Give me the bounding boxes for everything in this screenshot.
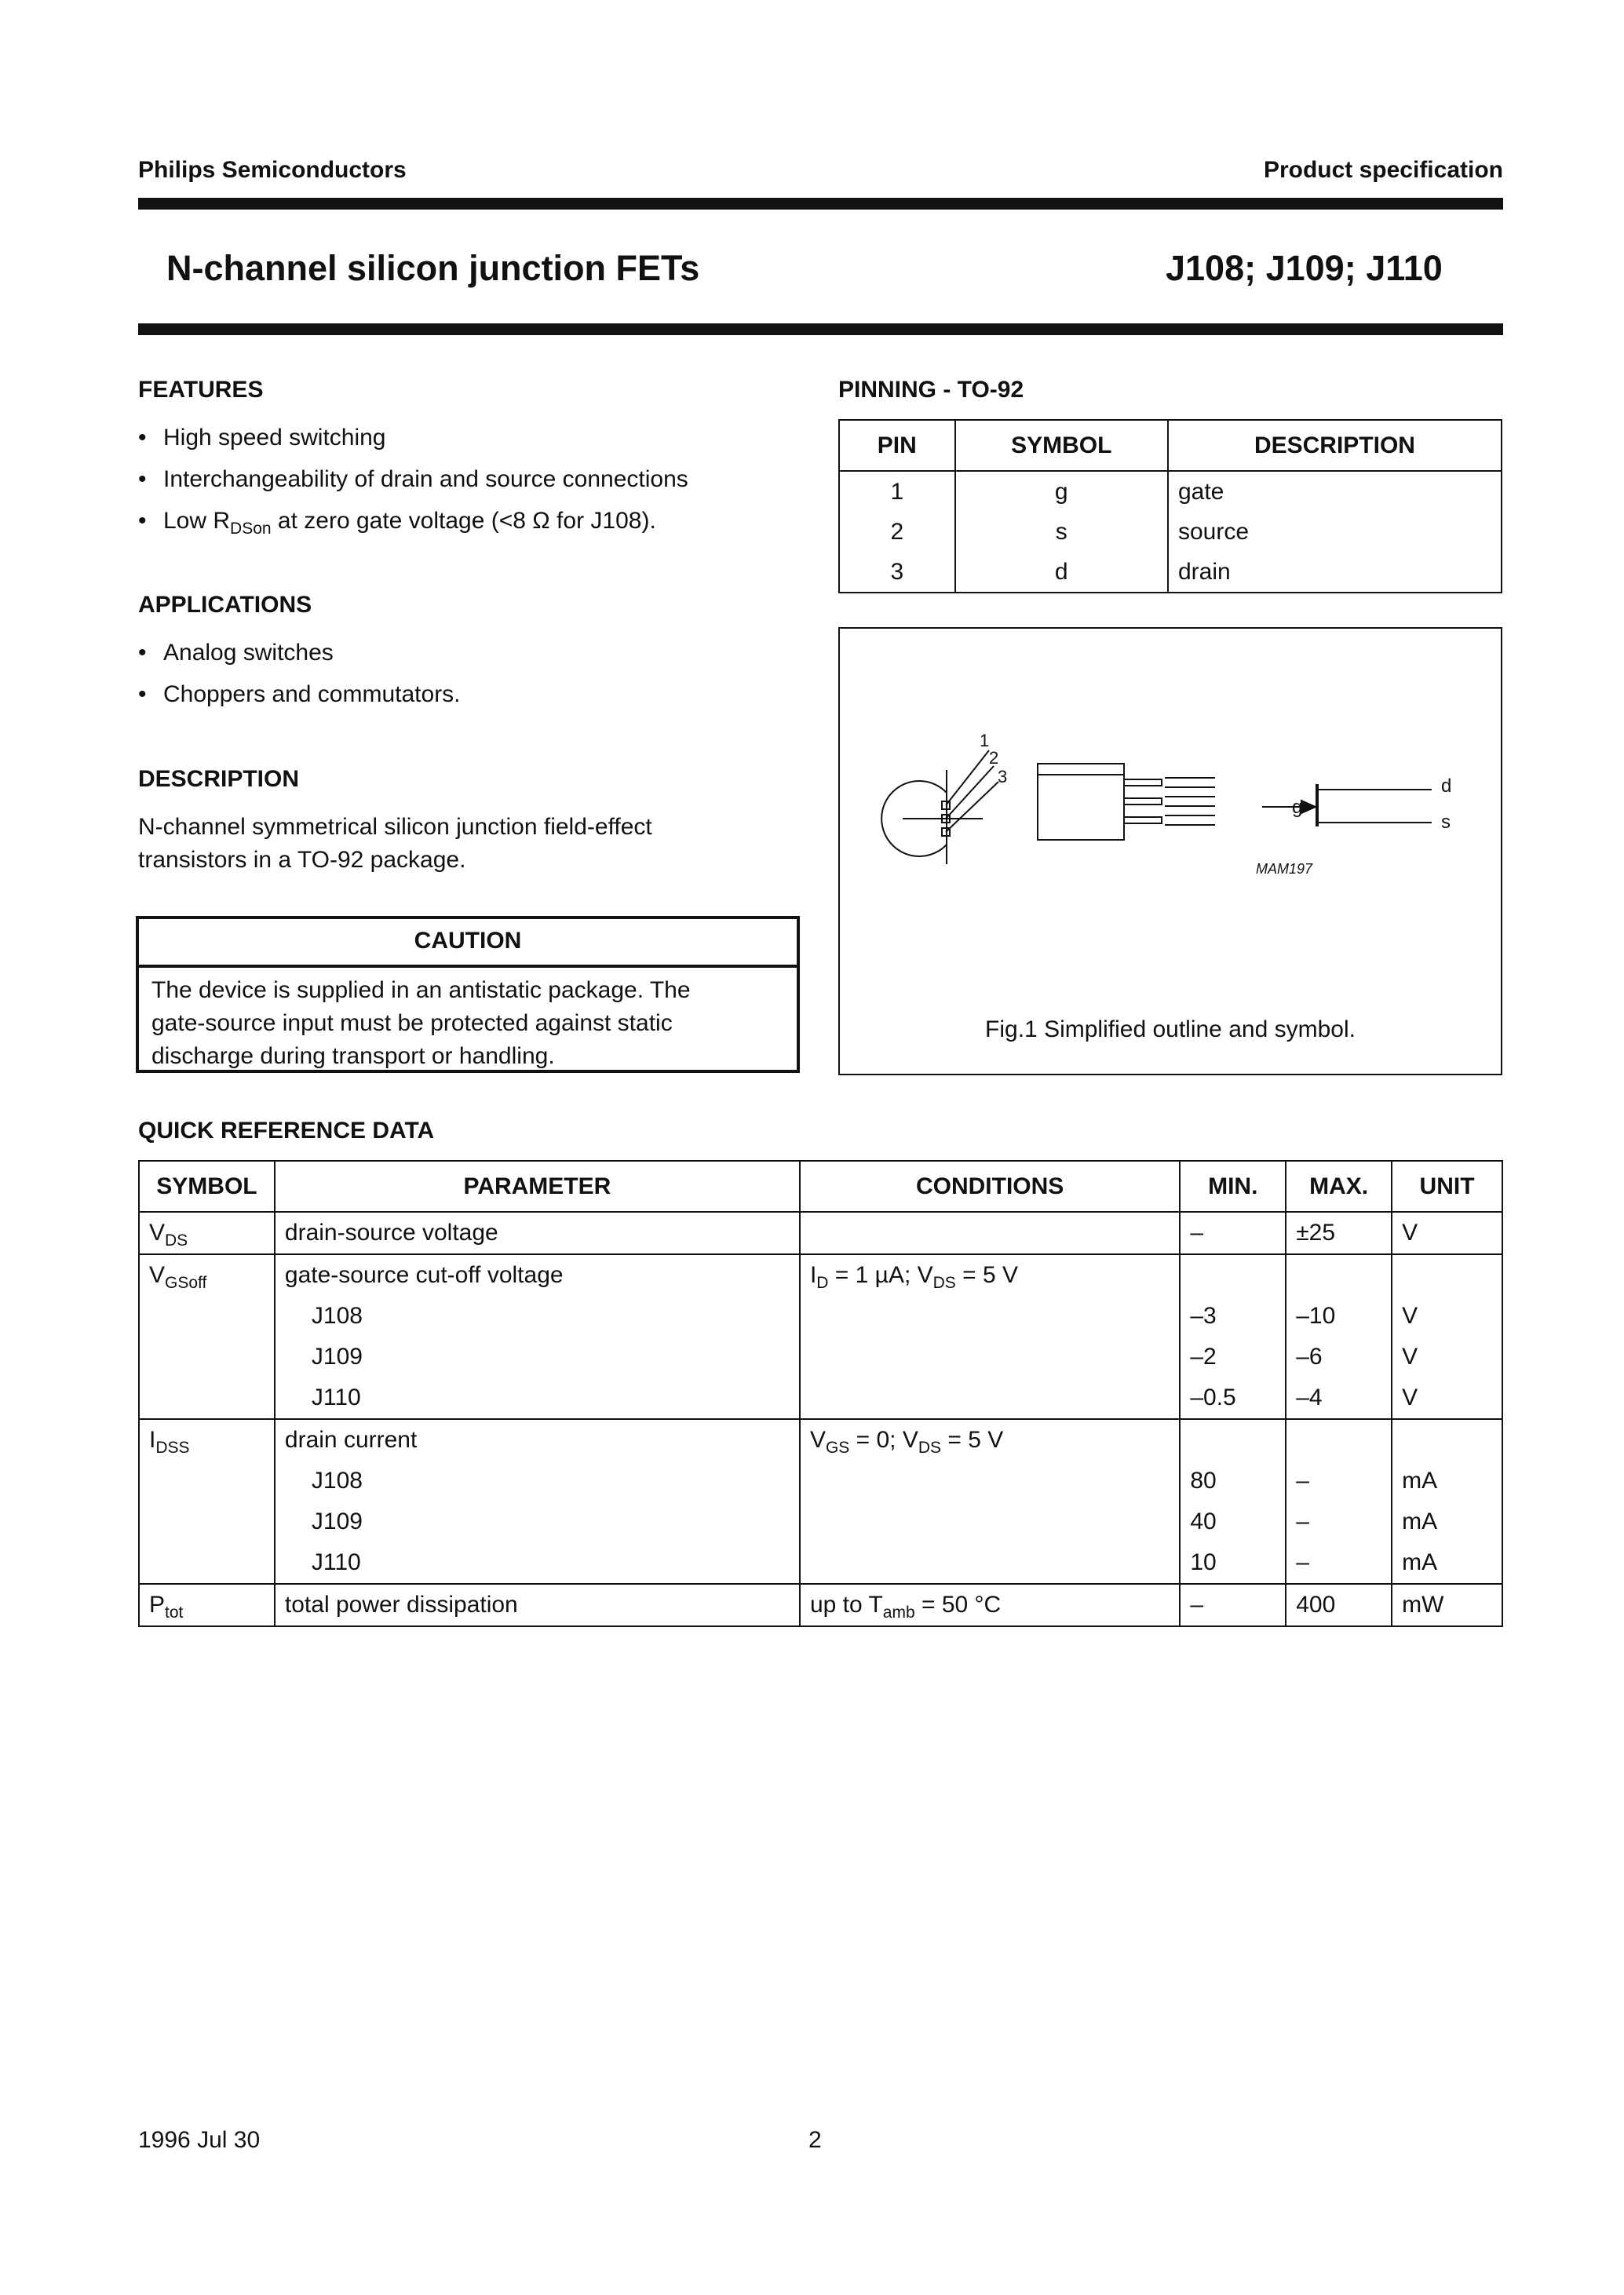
unit-cell: mW <box>1392 1584 1502 1626</box>
col-unit: UNIT <box>1392 1161 1502 1212</box>
max-cell: –4 <box>1286 1377 1392 1419</box>
to92-side-view <box>1038 764 1215 840</box>
conditions-cell <box>800 1337 1180 1377</box>
symbol-sub: DS <box>165 1231 188 1250</box>
caution-line: The device is supplied in an antistatic package. The <box>151 977 691 1003</box>
conditions-cell <box>800 1461 1180 1501</box>
caution-text <box>139 968 797 1079</box>
symbol-sub: tot <box>165 1604 184 1622</box>
table-row <box>139 1542 1502 1584</box>
description-heading: DESCRIPTION <box>138 766 300 792</box>
table-row <box>139 1419 1502 1461</box>
symbol-cell <box>139 1254 275 1296</box>
unit-cell <box>1392 1419 1502 1461</box>
table-row <box>139 1584 1502 1626</box>
col-description: DESCRIPTION <box>1168 420 1502 471</box>
table-row <box>139 1296 1502 1337</box>
max-cell: – <box>1286 1542 1392 1584</box>
min-cell: –2 <box>1180 1337 1286 1377</box>
figure-caption: Fig.1 Simplified outline and symbol. <box>985 1016 1356 1042</box>
symbol-cell <box>139 1296 275 1337</box>
col-symbol: SYMBOL <box>139 1161 275 1212</box>
application-item: • Analog switches <box>138 632 797 673</box>
header-rule <box>138 198 1503 210</box>
cond-sub: D <box>816 1274 829 1292</box>
symbol-main: V <box>149 1220 166 1246</box>
symbol-main: P <box>149 1592 166 1618</box>
unit-cell <box>1392 1254 1502 1296</box>
min-cell <box>1180 1254 1286 1296</box>
table-row <box>139 1501 1502 1542</box>
cond-part: up to T <box>809 1592 883 1618</box>
pin-symbol: s <box>955 512 1168 552</box>
description-line: transistors in a TO-92 package. <box>138 847 466 873</box>
table-row <box>139 1377 1502 1419</box>
pin-label-2: 2 <box>989 748 999 768</box>
drain-label: d <box>1441 775 1452 797</box>
table-row <box>839 552 1502 593</box>
pin-label-3: 3 <box>998 767 1008 786</box>
features-heading: FEATURES <box>138 377 264 403</box>
pinning-table <box>838 419 1502 593</box>
max-cell: – <box>1286 1501 1392 1542</box>
title-rule <box>138 323 1503 335</box>
rdson-sub: DSon <box>230 520 272 538</box>
cond-sub: DS <box>932 1274 956 1292</box>
pinning-heading: PINNING - TO-92 <box>838 377 1024 403</box>
min-cell: 10 <box>1180 1542 1286 1584</box>
parameter-cell: drain-source voltage <box>275 1212 800 1254</box>
symbol-cell <box>139 1542 275 1584</box>
min-cell: 80 <box>1180 1461 1286 1501</box>
spec-type: Product specification <box>1263 157 1503 183</box>
feature-item: • Interchangeability of drain and source connections <box>138 458 797 500</box>
max-cell <box>1286 1419 1392 1461</box>
footer-date: 1996 Jul 30 <box>138 2127 261 2153</box>
gate-label: g <box>1292 797 1303 818</box>
conditions-cell <box>800 1296 1180 1337</box>
caution-line: gate-source input must be protected against static <box>151 1010 673 1036</box>
cond-sub: amb <box>882 1604 915 1622</box>
conditions-cell <box>800 1542 1180 1584</box>
applications-heading: APPLICATIONS <box>138 592 312 618</box>
pin-label-1: 1 <box>980 731 990 750</box>
pin-number: 1 <box>839 471 955 512</box>
cond-sub: GS <box>825 1439 850 1457</box>
max-cell: – <box>1286 1461 1392 1501</box>
pinning-header-row <box>839 420 1502 471</box>
unit-cell: V <box>1392 1337 1502 1377</box>
applications-list <box>138 632 797 715</box>
company-name: Philips Semiconductors <box>138 157 407 183</box>
description-text <box>138 811 797 877</box>
rdson-prefix: Low R <box>163 508 231 534</box>
cond-part: = 1 µA; V <box>828 1262 933 1288</box>
col-symbol: SYMBOL <box>955 420 1168 471</box>
symbol-cell <box>139 1501 275 1542</box>
symbol-cell <box>139 1212 275 1254</box>
col-pin: PIN <box>839 420 955 471</box>
symbol-cell <box>139 1419 275 1461</box>
symbol-main: V <box>149 1262 166 1288</box>
quick-reference-table <box>138 1160 1503 1627</box>
conditions-cell <box>800 1584 1180 1626</box>
max-cell: –6 <box>1286 1337 1392 1377</box>
symbol-cell <box>139 1461 275 1501</box>
feature-item <box>138 500 797 542</box>
conditions-cell <box>800 1501 1180 1542</box>
pin-description: gate <box>1168 471 1502 512</box>
cond-part: = 0; V <box>849 1427 918 1453</box>
col-parameter: PARAMETER <box>275 1161 800 1212</box>
min-cell: – <box>1180 1212 1286 1254</box>
feature-item: • High speed switching <box>138 417 797 458</box>
device-types: J108; J109; J110 <box>1166 248 1443 288</box>
table-row <box>139 1461 1502 1501</box>
symbol-sub: DSS <box>155 1439 190 1457</box>
max-cell: 400 <box>1286 1584 1392 1626</box>
symbol-sub: GSoff <box>165 1274 207 1292</box>
page-number: 2 <box>808 2127 822 2153</box>
application-item: • Choppers and commutators. <box>138 673 797 715</box>
unit-cell: V <box>1392 1296 1502 1337</box>
max-cell: ±25 <box>1286 1212 1392 1254</box>
symbol-cell <box>139 1337 275 1377</box>
rdson-suffix: at zero gate voltage (<8 Ω for J108). <box>271 508 656 534</box>
pin-number: 2 <box>839 512 955 552</box>
outline-and-symbol-drawing <box>840 629 1501 1074</box>
table-row <box>839 471 1502 512</box>
to92-bottom-view <box>881 750 998 864</box>
cond-part: V <box>809 1427 826 1453</box>
max-cell <box>1286 1254 1392 1296</box>
cond-sub: DS <box>918 1439 942 1457</box>
figure-box <box>838 627 1502 1075</box>
conditions-cell <box>800 1212 1180 1254</box>
unit-cell: mA <box>1392 1461 1502 1501</box>
source-label: s <box>1441 812 1451 833</box>
caution-line: discharge during transport or handling. <box>151 1043 555 1069</box>
qrd-heading: QUICK REFERENCE DATA <box>138 1118 435 1144</box>
type-cell: J110 <box>275 1542 800 1584</box>
parameter-cell: gate-source cut-off voltage <box>275 1254 800 1296</box>
conditions-cell <box>800 1419 1180 1461</box>
table-row <box>139 1212 1502 1254</box>
table-row <box>139 1337 1502 1377</box>
symbol-cell <box>139 1584 275 1626</box>
type-cell: J109 <box>275 1501 800 1542</box>
parameter-cell: drain current <box>275 1419 800 1461</box>
document-title: N-channel silicon junction FETs <box>166 248 700 288</box>
cond-part: = 50 °C <box>914 1592 1002 1618</box>
figure-code: MAM197 <box>1256 861 1313 877</box>
type-cell: J110 <box>275 1377 800 1419</box>
pin-description: source <box>1168 512 1502 552</box>
unit-cell: mA <box>1392 1542 1502 1584</box>
unit-cell: mA <box>1392 1501 1502 1542</box>
min-cell: –0.5 <box>1180 1377 1286 1419</box>
min-cell: 40 <box>1180 1501 1286 1542</box>
cond-part: = 5 V <box>941 1427 1004 1453</box>
unit-cell: V <box>1392 1212 1502 1254</box>
pin-number: 3 <box>839 552 955 593</box>
symbol-main: I <box>149 1427 156 1453</box>
min-cell <box>1180 1419 1286 1461</box>
pin-description: drain <box>1168 552 1502 593</box>
symbol-cell <box>139 1377 275 1419</box>
unit-cell: V <box>1392 1377 1502 1419</box>
table-row <box>139 1254 1502 1296</box>
jfet-symbol <box>1262 784 1432 826</box>
conditions-cell <box>800 1377 1180 1419</box>
caution-title: CAUTION <box>139 919 797 968</box>
type-cell: J108 <box>275 1461 800 1501</box>
pin-symbol: d <box>955 552 1168 593</box>
col-conditions: CONDITIONS <box>800 1161 1180 1212</box>
features-list <box>138 417 797 542</box>
parameter-cell: total power dissipation <box>275 1584 800 1626</box>
pin-symbol: g <box>955 471 1168 512</box>
min-cell: – <box>1180 1584 1286 1626</box>
description-line: N-channel symmetrical silicon junction field-effect <box>138 814 652 840</box>
caution-box <box>136 916 800 1073</box>
max-cell: –10 <box>1286 1296 1392 1337</box>
cond-part: = 5 V <box>955 1262 1019 1288</box>
col-min: MIN. <box>1180 1161 1286 1212</box>
cond-part: I <box>809 1262 817 1288</box>
min-cell: –3 <box>1180 1296 1286 1337</box>
type-cell: J108 <box>275 1296 800 1337</box>
qrd-header-row <box>139 1161 1502 1212</box>
table-row <box>839 512 1502 552</box>
type-cell: J109 <box>275 1337 800 1377</box>
col-max: MAX. <box>1286 1161 1392 1212</box>
conditions-cell <box>800 1254 1180 1296</box>
